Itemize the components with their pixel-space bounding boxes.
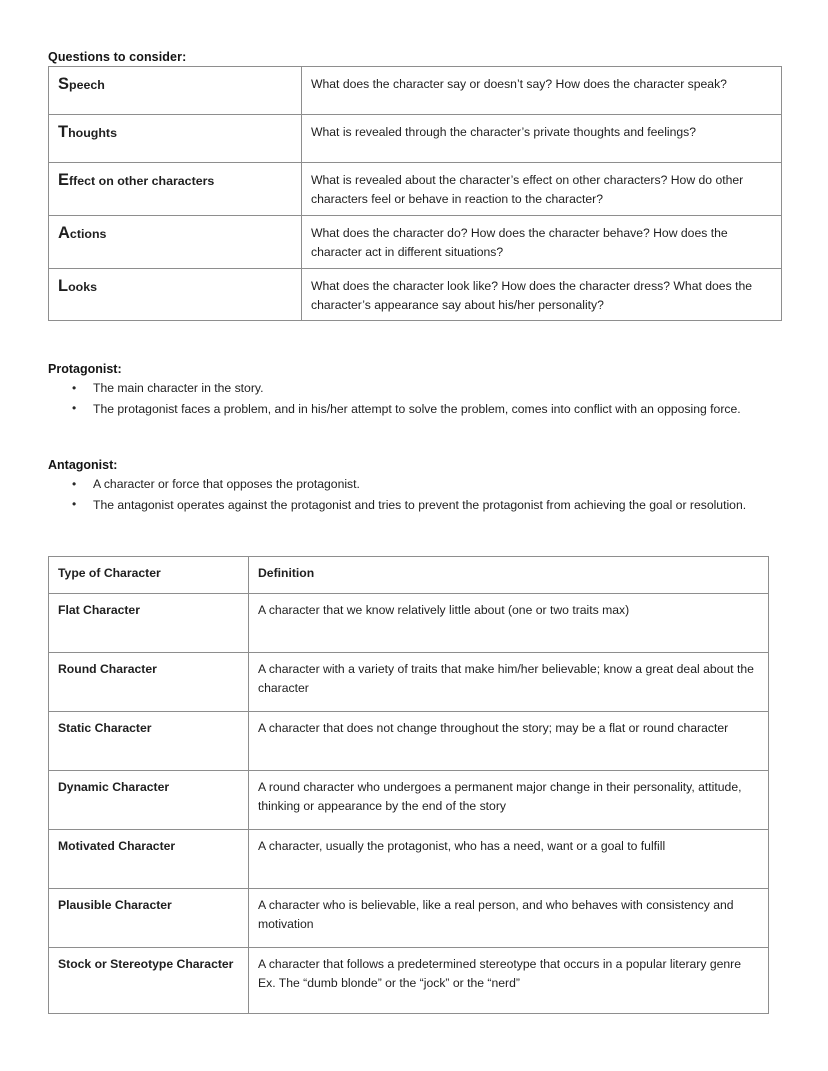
bullet-dot-icon: • [72, 380, 77, 395]
character-type-name: Flat Character [49, 593, 249, 652]
steal-term-rest: ooks [68, 279, 98, 294]
steal-term-cell [49, 215, 302, 268]
definition-line: A character who is believable, like a real person, and who behaves with consistency and motivation [258, 897, 734, 931]
steal-question-cell: What is revealed through the character’s private thoughts and feelings? [302, 115, 782, 163]
table-row [49, 268, 782, 321]
steal-initial-letter: S [58, 75, 70, 93]
table-row [49, 163, 782, 216]
list-item [48, 475, 788, 495]
list-item [48, 400, 788, 420]
character-type-name: Round Character [49, 652, 249, 711]
steal-term-rest: houghts [68, 126, 117, 140]
character-types-table [48, 556, 769, 1014]
table-row [49, 829, 769, 888]
antagonist-block [48, 458, 788, 517]
definition-line: A character that we know relatively little about (one or two traits max) [258, 602, 630, 617]
table-row [49, 711, 769, 770]
definition-line: A character that does not change throughout the story; may be a flat or round character [258, 720, 729, 735]
questions-to-consider-heading: Questions to consider: [48, 50, 187, 64]
steal-question-cell: What does the character do? How does the character behave? How does the character act in different situations? [302, 215, 782, 268]
character-type-name: Stock or Stereotype Character [49, 947, 249, 1013]
antagonist-title: Antagonist: [48, 458, 118, 472]
definition-line: A character, usually the protagonist, who has a need, want or a goal to fulfill [258, 838, 666, 853]
table-row [49, 888, 769, 947]
table-row [49, 67, 782, 115]
list-item-text: A character or force that opposes the protagonist. [93, 477, 360, 491]
steal-term-cell [49, 67, 302, 115]
table-row [49, 215, 782, 268]
steal-questions-table [48, 66, 782, 321]
character-type-name: Motivated Character [49, 829, 249, 888]
list-item-text: The protagonist faces a problem, and in his/her attempt to solve the problem, comes into conflict with an opposing force. [93, 401, 741, 416]
table-row [49, 115, 782, 163]
steal-table-body [49, 67, 782, 321]
table-header-row [49, 557, 769, 594]
steal-term-cell [49, 268, 302, 321]
table-row [49, 652, 769, 711]
character-type-definition [249, 888, 769, 947]
bullet-dot-icon: • [72, 401, 77, 416]
character-type-name: Static Character [49, 711, 249, 770]
character-type-name: Plausible Character [49, 888, 249, 947]
column-header-type: Type of Character [49, 557, 249, 594]
definition-line: A character that follows a predetermined stereotype that occurs in a popular literary genre [258, 956, 742, 971]
bullet-dot-icon: • [72, 497, 77, 512]
steal-term-rest: peech [69, 78, 105, 92]
steal-term-cell [49, 163, 302, 216]
character-type-definition [249, 593, 769, 652]
protagonist-bullet-list [48, 379, 788, 420]
table-row [49, 947, 769, 1013]
types-table-body [49, 557, 769, 1014]
steal-initial-letter: A [58, 223, 70, 242]
list-item [48, 379, 788, 399]
steal-term-cell [49, 115, 302, 163]
table-row [49, 593, 769, 652]
character-type-definition [249, 770, 769, 829]
steal-question-cell: What does the character say or doesn’t say? How does the character speak? [302, 67, 782, 115]
character-type-definition [249, 829, 769, 888]
list-item-text: The main character in the story. [93, 381, 264, 395]
definition-line: A character with a variety of traits that make him/her believable; know a great deal about the character [258, 661, 754, 695]
steal-term-rest: ffect on other characters [69, 174, 215, 188]
character-type-definition [249, 947, 769, 1013]
steal-question-cell: What is revealed about the character’s effect on other characters? How do other characters feel or behave in reaction to the character? [302, 163, 782, 216]
list-item-text: The antagonist operates against the protagonist and tries to prevent the protagonist from achieving the goal or resolution. [93, 497, 747, 512]
steal-initial-letter: E [58, 171, 70, 189]
steal-term-rest: ctions [69, 226, 107, 241]
steal-question-cell: What does the character look like? How does the character dress? What does the character’s appearance say about his/her personality? [302, 268, 782, 321]
table-row [49, 770, 769, 829]
character-type-definition [249, 652, 769, 711]
protagonist-title: Protagonist: [48, 362, 122, 376]
steal-initial-letter: T [58, 123, 69, 141]
list-item [48, 496, 788, 516]
protagonist-block [48, 362, 788, 421]
definition-line: A round character who undergoes a permanent major change in their personality, attitude, thinking or appearance by the end of the story [258, 779, 742, 813]
steal-initial-letter: L [58, 276, 69, 295]
character-type-definition [249, 711, 769, 770]
bullet-dot-icon: • [72, 476, 77, 491]
column-header-definition: Definition [249, 557, 769, 594]
character-type-name: Dynamic Character [49, 770, 249, 829]
antagonist-bullet-list [48, 475, 788, 516]
definition-line-example: Ex. The “dumb blonde” or the “jock” or the “nerd” [258, 975, 520, 990]
